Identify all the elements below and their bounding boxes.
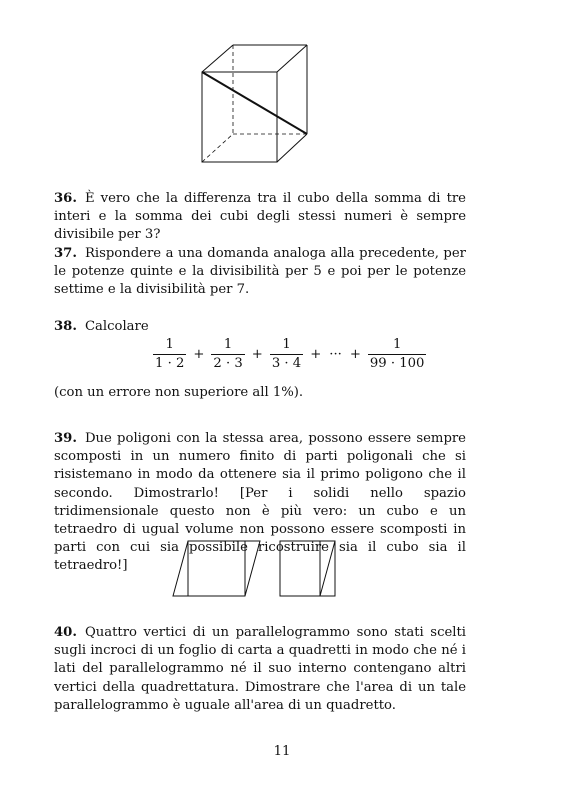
polygons-figure bbox=[170, 538, 370, 600]
fraction-term: $\frac{1}{3 \cdot 4}$ bbox=[271, 337, 302, 371]
problem-number: 37. bbox=[54, 246, 77, 261]
plus-sign: + bbox=[193, 347, 205, 362]
problem-text: Quattro vertici di un parallelogrammo sono stati scelti sugli incroci di un foglio di carta a quadretti in modo che né i lati del parallelogrammo né il suo interno contengano altri vertici della quadrettatura. Dimostrare che l'area di un tale parallelogrammo è uguale all'area di un quadretto. bbox=[54, 625, 466, 713]
problem-number: 36. bbox=[54, 191, 77, 206]
problem-text: Due poligoni con la stessa area, possono essere sempre scomposti in un numero finito di parti poligonali che si risistemano in modo da ottenere sia il primo poligono che il secondo. Dimostrarlo! [Per i solidi nello spazio tridimensionale questo non è più vero: un cubo e un tetraedro di ugual volume non possono essere scomposti in parti con cui sia possibile ricostruire sia il cubo sia il tetraedro!] bbox=[54, 431, 466, 574]
plus-sign: + bbox=[310, 347, 322, 362]
plus-sign: + bbox=[251, 347, 263, 362]
note-text: (con un errore non superiore all 1%). bbox=[54, 385, 304, 400]
fraction-term: $\frac{1}{99 \cdot 100}$ bbox=[369, 337, 425, 371]
fraction-term: $\frac{1}{1 \cdot 2}$ bbox=[155, 337, 185, 371]
problem-text: È vero che la differenza tra il cubo della somma di tre interi e la somma dei cubi degli stessi numeri è sempre divisibile per 3? bbox=[54, 191, 466, 243]
sum-formula bbox=[150, 338, 429, 371]
problem-number: 40. bbox=[54, 625, 77, 640]
problem-37 bbox=[54, 245, 466, 300]
problem-text: Rispondere a una domanda analoga alla precedente, per le potenze quinte e la divisibilità per 5 e poi per le potenze settime e la divisibilità per 7. bbox=[54, 246, 466, 298]
page-number: 11 bbox=[273, 744, 291, 759]
problem-38-note bbox=[54, 384, 466, 402]
plus-sign: + bbox=[349, 347, 361, 362]
cube-diagonal-figure bbox=[195, 38, 315, 168]
problem-38 bbox=[54, 318, 466, 336]
problem-40 bbox=[54, 624, 466, 715]
problem-number: 39. bbox=[54, 431, 77, 446]
fraction-term: $\frac{1}{2 \cdot 3}$ bbox=[213, 337, 243, 371]
problem-36 bbox=[54, 190, 466, 245]
ellipsis: ··· bbox=[329, 347, 342, 362]
problem-text: Calcolare bbox=[84, 319, 149, 334]
problem-number: 38. bbox=[54, 319, 77, 334]
